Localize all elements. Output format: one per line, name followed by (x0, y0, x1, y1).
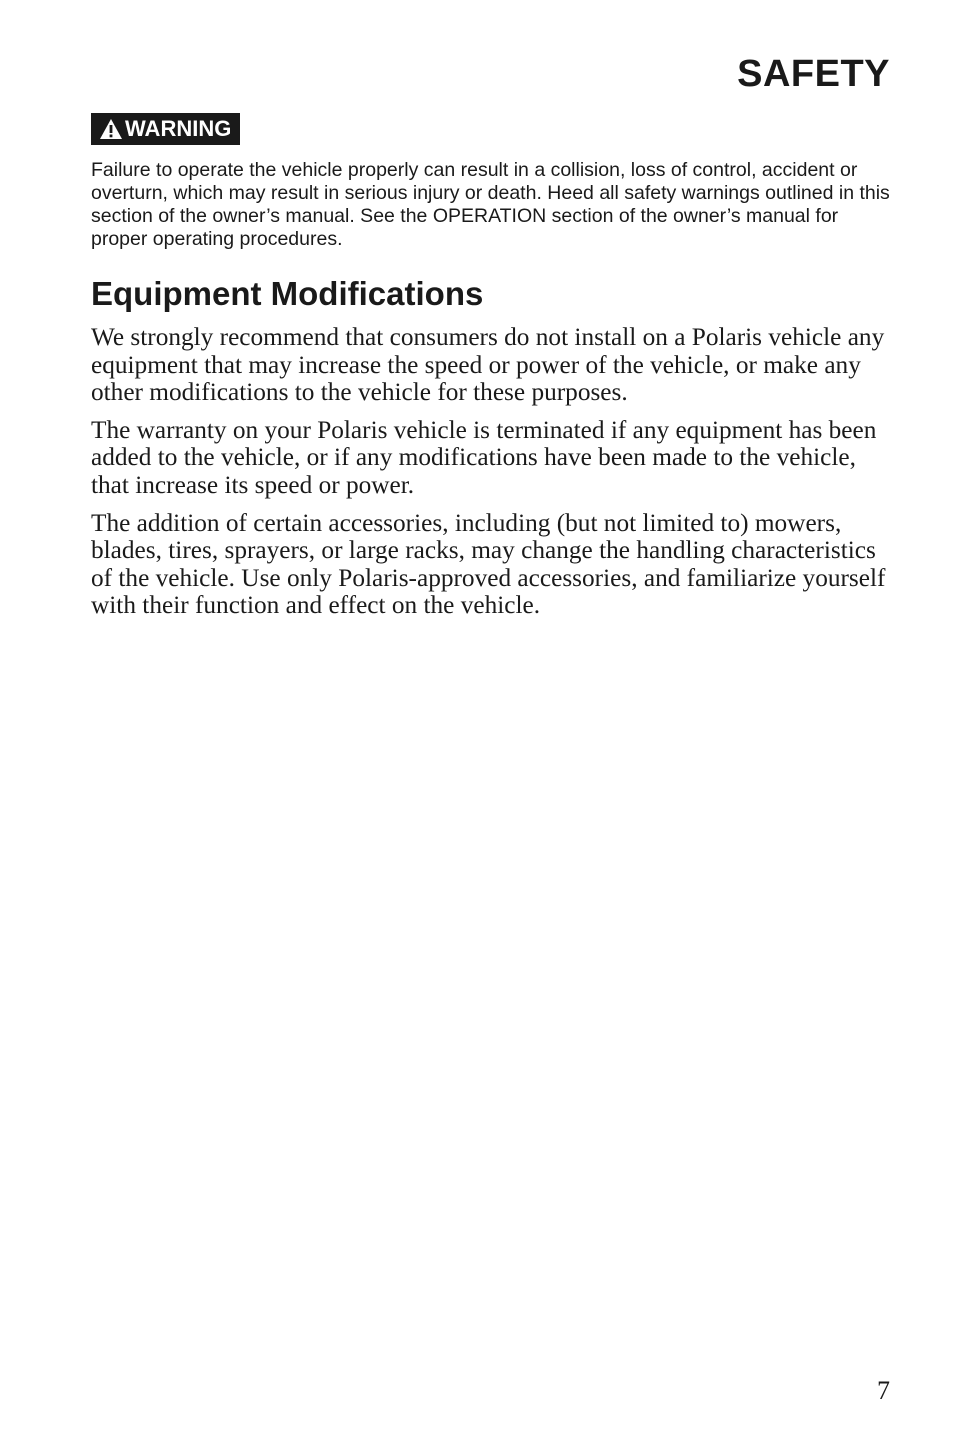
warning-label (91, 113, 240, 145)
warning-label-text: WARNING (125, 116, 232, 141)
body-paragraph: The warranty on your Polaris vehicle is terminated if any equipment has been added to the vehicle, or if any modifications have been made to the vehicle, that increase its speed or power. (91, 415, 877, 499)
section-title: SAFETY (737, 53, 890, 95)
section-heading: Equipment Modifications (91, 275, 484, 312)
body-paragraph: We strongly recommend that consumers do not install on a Polaris vehicle any equipment that may increase the speed or power of the vehicle, or make any other modifications to the vehicle for these purposes. (91, 323, 885, 407)
page-number: 7 (877, 1376, 890, 1405)
warning-triangle-icon (99, 118, 123, 140)
body-paragraph: The addition of certain accessories, including (but not limited to) mowers, blades, tires, sprayers, or large racks, may change the handling characteristics of the vehicle. Use only Polaris-approved accessories, and familiarize yourself with their function and effect on the vehicle. (91, 508, 886, 620)
warning-text: Failure to operate the vehicle properly can result in a collision, loss of control, accident or overturn, which may result in serious injury or death. Heed all safety warnings outlined in this section of the owner’s manual. See the OPERATION section of the owner’s manual for proper operating procedures. (91, 159, 890, 250)
section-body (91, 324, 891, 630)
